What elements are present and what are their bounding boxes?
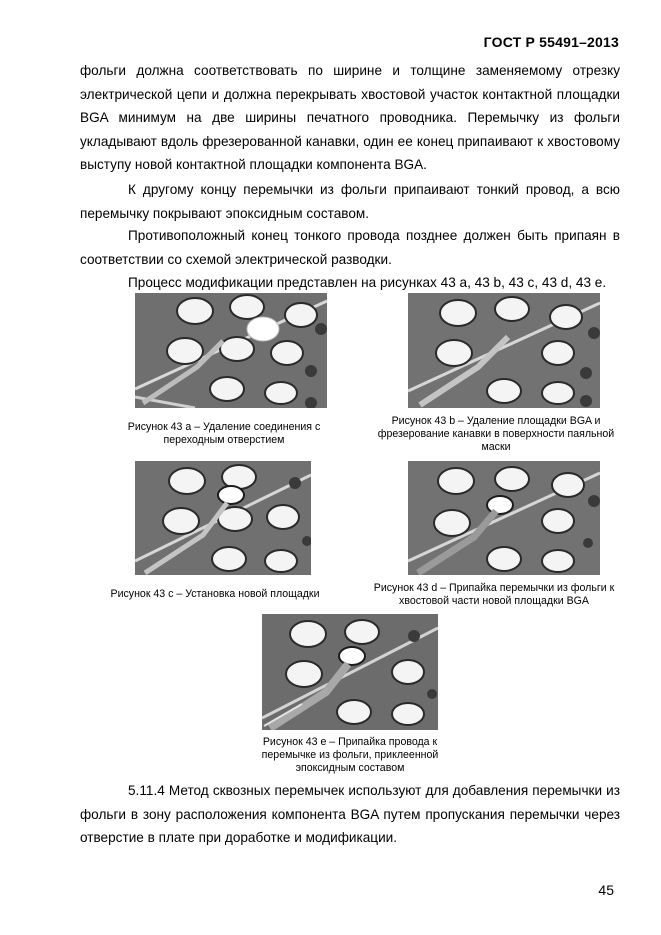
figure-43a-photo: [135, 293, 327, 408]
figure-43a-caption: Рисунок 43 а – Удаление соединения с переходным отверстием: [127, 421, 321, 446]
paragraph-process-reference: Процесс модификации представлен на рисунках 43 a, 43 b, 43 c, 43 d, 43 e.: [128, 275, 607, 290]
figure-43e-caption: Рисунок 43 e – Припайка провода к перемычке из фольги, приклеенной эпоксидным составом: [261, 736, 439, 774]
figure-43c-photo: [135, 461, 311, 575]
figure-43e-photo: [262, 614, 438, 730]
figure-43b-caption: Рисунок 43 b – Удаление площадки BGA и фрезерование канавки в поверхности паяльной маски: [377, 415, 615, 453]
figure-43c-caption: Рисунок 43 c – Установка новой площадки: [110, 588, 320, 600]
paragraph-foil-requirements: фольги должна соответствовать по ширине и толщине заменяемому отрезку электрической цепи и должна перекрывать хвостовой участок контактной площадки BGA минимум на две ширины печатного проводника. Перемычку из фольги укладывают вдоль фрезерованной канавки, один ее конец припаивают к хвостовому выступу новой контактной площадки компонента BGA.: [80, 63, 620, 172]
paragraph-wire-end: Противоположный конец тонкого провода позднее должен быть припаян в соответствии со схемой электрической разводки.: [80, 228, 620, 267]
page-number: 45: [598, 882, 614, 898]
paragraph-section-5-11-4: 5.11.4 Метод сквозных перемычек используют для добавления перемычки из фольги в зону расположения компонента BGA путем пропускания перемычки через отверстие в плате при доработке и модификации.: [80, 783, 620, 845]
paragraph-wire-epoxy: К другому концу перемычки из фольги припаивают тонкий провод, а всю перемычку покрывают эпоксидным составом.: [80, 182, 620, 221]
figure-43d-photo: [408, 461, 600, 575]
document-standard-id: ГОСТ Р 55491–2013: [483, 34, 619, 50]
figure-43d-caption: Рисунок 43 d – Припайка перемычки из фольги к хвостовой части новой площадки BGA: [373, 582, 615, 607]
figure-43b-photo: [408, 293, 600, 408]
